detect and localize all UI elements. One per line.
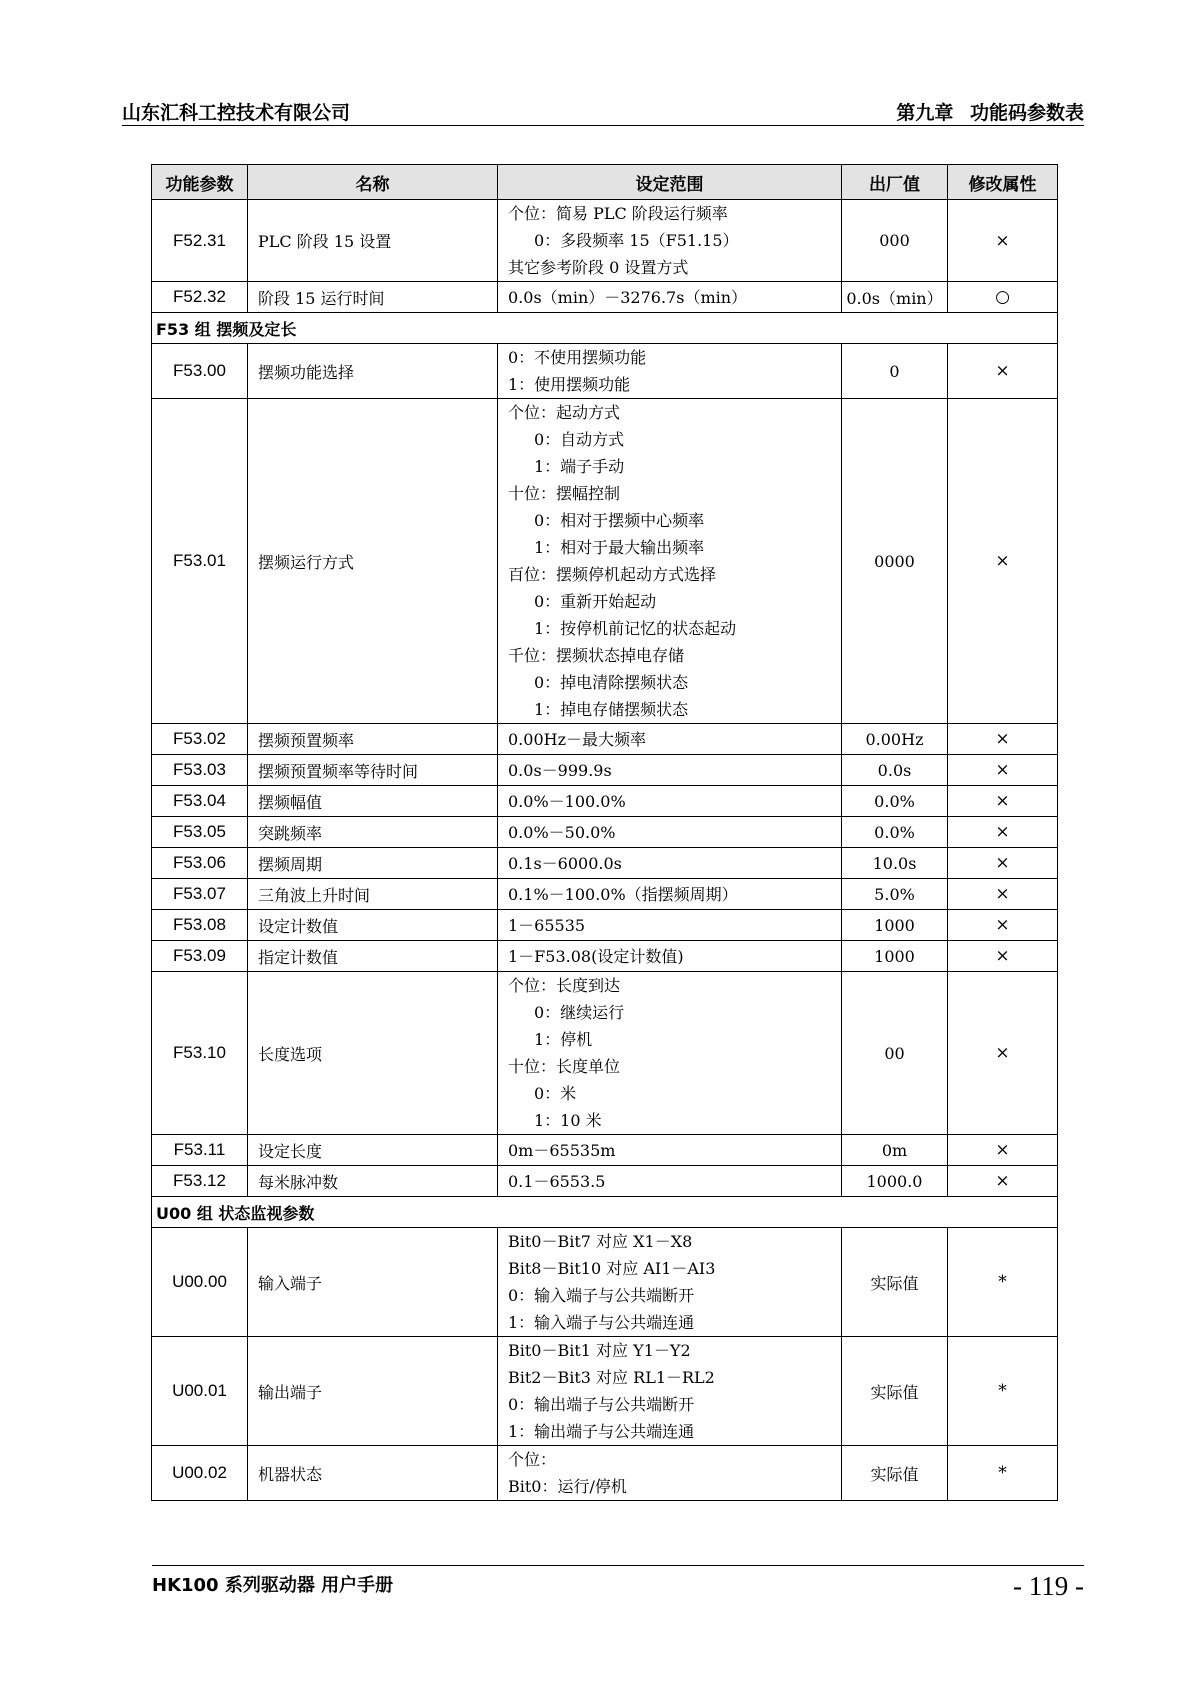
range-line: 0.0s（min）－3276.7s（min） xyxy=(508,287,748,307)
header-rule xyxy=(122,125,1084,126)
group-title: U00 组 状态监视参数 xyxy=(152,1197,1058,1228)
range-line: 0.1－6553.5 xyxy=(508,1171,606,1191)
param-code: U00.02 xyxy=(152,1446,248,1501)
range-line: 0：输出端子与公共端断开 xyxy=(508,1395,695,1414)
param-code: F53.08 xyxy=(152,910,248,941)
manual-title: HK100 系列驱动器 用户手册 xyxy=(152,1575,394,1596)
range-line: Bit8－Bit10 对应 AI1－AI3 xyxy=(508,1259,716,1278)
param-code: F53.03 xyxy=(152,755,248,786)
range-line: 百位：摆频停机起动方式选择 xyxy=(508,565,717,584)
param-default: 0.0% xyxy=(842,817,948,848)
column-header-attribute: 修改属性 xyxy=(948,165,1058,200)
range-line: 1：使用摆频功能 xyxy=(508,375,631,394)
table-row xyxy=(152,344,1058,399)
param-code: F53.11 xyxy=(152,1135,248,1166)
table-row xyxy=(152,1135,1058,1166)
param-name: 摆频幅值 xyxy=(248,786,498,817)
range-line: 0：不使用摆频功能 xyxy=(508,348,647,367)
company-name: 山东汇科工控技术有限公司 xyxy=(122,102,351,124)
param-code: F53.02 xyxy=(152,724,248,755)
param-attribute: × xyxy=(948,786,1058,817)
range-line: Bit0：运行/停机 xyxy=(508,1477,627,1496)
param-range xyxy=(498,1337,842,1446)
param-name: 每米脉冲数 xyxy=(248,1166,498,1197)
param-range xyxy=(498,817,842,848)
param-default: 5.0% xyxy=(842,879,948,910)
param-attribute: × xyxy=(948,1135,1058,1166)
table-row xyxy=(152,1446,1058,1501)
param-range xyxy=(498,755,842,786)
range-line: 0：多段频率 15（F51.15） xyxy=(534,231,739,250)
range-line: 0.1s－6000.0s xyxy=(508,853,622,873)
range-line: 1－65535 xyxy=(508,915,586,935)
range-line: 0.0%－100.0% xyxy=(508,791,626,811)
param-attribute: × xyxy=(948,879,1058,910)
param-code: U00.00 xyxy=(152,1228,248,1337)
param-code: F53.05 xyxy=(152,817,248,848)
range-line: 个位：简易 PLC 阶段运行频率 xyxy=(508,204,728,223)
param-default: 0.0s xyxy=(842,755,948,786)
range-line: 0：重新开始起动 xyxy=(534,592,657,611)
param-name: 设定长度 xyxy=(248,1135,498,1166)
param-attribute: × xyxy=(948,941,1058,972)
parameter-table xyxy=(151,164,1058,1501)
footer-rule xyxy=(152,1565,1084,1566)
param-range xyxy=(498,879,842,910)
table-row xyxy=(152,399,1058,724)
table-row xyxy=(152,200,1058,282)
param-range xyxy=(498,724,842,755)
param-default: 实际值 xyxy=(842,1446,948,1501)
param-default: 000 xyxy=(842,200,948,282)
param-name: 设定计数值 xyxy=(248,910,498,941)
range-line: 1：输入端子与公共端连通 xyxy=(508,1313,695,1332)
param-name: 阶段 15 运行时间 xyxy=(248,282,498,313)
param-code: U00.01 xyxy=(152,1337,248,1446)
param-name: 摆频功能选择 xyxy=(248,344,498,399)
table-row xyxy=(152,786,1058,817)
param-range xyxy=(498,848,842,879)
param-default: 0000 xyxy=(842,399,948,724)
param-default: 0m xyxy=(842,1135,948,1166)
param-code: F53.01 xyxy=(152,399,248,724)
range-line: 1：相对于最大输出频率 xyxy=(534,538,705,557)
range-line: 1：端子手动 xyxy=(534,457,625,476)
param-attribute: × xyxy=(948,1166,1058,1197)
param-default: 0.00Hz xyxy=(842,724,948,755)
page-number: - 119 - xyxy=(1013,1571,1084,1601)
param-range xyxy=(498,1166,842,1197)
chapter-title: 第九章 功能码参数表 xyxy=(896,102,1084,124)
param-range xyxy=(498,786,842,817)
param-name: 摆频预置频率等待时间 xyxy=(248,755,498,786)
param-range xyxy=(498,200,842,282)
param-attribute: × xyxy=(948,724,1058,755)
range-line: 0：掉电清除摆频状态 xyxy=(534,673,689,692)
param-name: 三角波上升时间 xyxy=(248,879,498,910)
param-code: F53.10 xyxy=(152,972,248,1135)
table-row xyxy=(152,282,1058,313)
param-name: PLC 阶段 15 设置 xyxy=(248,200,498,282)
table-row xyxy=(152,1337,1058,1446)
range-line: Bit2－Bit3 对应 RL1－RL2 xyxy=(508,1368,715,1387)
param-code: F53.12 xyxy=(152,1166,248,1197)
table-row xyxy=(152,879,1058,910)
param-attribute: × xyxy=(948,399,1058,724)
range-line: 0：自动方式 xyxy=(534,430,625,449)
param-attribute: × xyxy=(948,755,1058,786)
param-code: F53.06 xyxy=(152,848,248,879)
column-header-name: 名称 xyxy=(248,165,498,200)
param-attribute: ○ xyxy=(948,282,1058,313)
group-title: F53 组 摆频及定长 xyxy=(152,313,1058,344)
column-header-code: 功能参数 xyxy=(152,165,248,200)
range-line: Bit0－Bit7 对应 X1－X8 xyxy=(508,1232,693,1251)
param-default: 1000 xyxy=(842,941,948,972)
param-code: F52.32 xyxy=(152,282,248,313)
range-line: 0.1%－100.0%（指摆频周期） xyxy=(508,884,738,904)
param-attribute: × xyxy=(948,817,1058,848)
param-default: 00 xyxy=(842,972,948,1135)
range-line: 千位：摆频状态掉电存储 xyxy=(508,646,685,665)
param-attribute: × xyxy=(948,848,1058,879)
table-row xyxy=(152,1228,1058,1337)
group-header-row xyxy=(152,1197,1058,1228)
param-range xyxy=(498,941,842,972)
column-header-range: 设定范围 xyxy=(498,165,842,200)
param-range xyxy=(498,910,842,941)
table-header-row xyxy=(152,165,1058,200)
param-code: F53.09 xyxy=(152,941,248,972)
range-line: 1：10 米 xyxy=(534,1111,602,1130)
param-code: F53.07 xyxy=(152,879,248,910)
param-name: 输出端子 xyxy=(248,1337,498,1446)
param-attribute: × xyxy=(948,344,1058,399)
range-line: 0：米 xyxy=(534,1084,577,1103)
param-attribute: × xyxy=(948,972,1058,1135)
param-range xyxy=(498,972,842,1135)
param-default: 0 xyxy=(842,344,948,399)
range-line: 0m－65535m xyxy=(508,1140,616,1160)
param-range xyxy=(498,344,842,399)
table-row xyxy=(152,941,1058,972)
param-code: F52.31 xyxy=(152,200,248,282)
table-row xyxy=(152,724,1058,755)
range-line: 0.00Hz－最大频率 xyxy=(508,729,647,749)
range-line: 0：相对于摆频中心频率 xyxy=(534,511,705,530)
range-line: 个位：起动方式 xyxy=(508,403,621,422)
param-range xyxy=(498,1446,842,1501)
range-line: 1：停机 xyxy=(534,1030,593,1049)
param-attribute: * xyxy=(948,1446,1058,1501)
group-header-row xyxy=(152,313,1058,344)
param-name: 长度选项 xyxy=(248,972,498,1135)
param-range xyxy=(498,282,842,313)
range-line: 1：输出端子与公共端连通 xyxy=(508,1422,695,1441)
range-line: 0：输入端子与公共端断开 xyxy=(508,1286,695,1305)
range-line: 十位：摆幅控制 xyxy=(508,484,621,503)
column-header-default: 出厂值 xyxy=(842,165,948,200)
table-row xyxy=(152,972,1058,1135)
param-range xyxy=(498,399,842,724)
range-line: 个位：长度到达 xyxy=(508,976,621,995)
param-attribute: × xyxy=(948,200,1058,282)
range-line: 个位： xyxy=(508,1450,557,1469)
param-default: 1000 xyxy=(842,910,948,941)
range-line: 0.0s－999.9s xyxy=(508,760,612,780)
range-line: Bit0－Bit1 对应 Y1－Y2 xyxy=(508,1341,691,1360)
param-name: 摆频运行方式 xyxy=(248,399,498,724)
table-row xyxy=(152,817,1058,848)
param-code: F53.04 xyxy=(152,786,248,817)
param-name: 摆频周期 xyxy=(248,848,498,879)
param-name: 机器状态 xyxy=(248,1446,498,1501)
param-default: 实际值 xyxy=(842,1228,948,1337)
param-default: 10.0s xyxy=(842,848,948,879)
range-line: 其它参考阶段 0 设置方式 xyxy=(508,258,689,277)
param-attribute: * xyxy=(948,1228,1058,1337)
param-default: 0.0% xyxy=(842,786,948,817)
table-row xyxy=(152,755,1058,786)
param-name: 突跳频率 xyxy=(248,817,498,848)
table-body xyxy=(152,200,1058,1501)
param-attribute: × xyxy=(948,910,1058,941)
param-range xyxy=(498,1135,842,1166)
param-default: 1000.0 xyxy=(842,1166,948,1197)
param-default: 实际值 xyxy=(842,1337,948,1446)
range-line: 0：继续运行 xyxy=(534,1003,625,1022)
range-line: 1－F53.08(设定计数值) xyxy=(508,946,684,966)
param-range xyxy=(498,1228,842,1337)
param-name: 输入端子 xyxy=(248,1228,498,1337)
param-default: 0.0s（min） xyxy=(842,282,948,313)
param-code: F53.00 xyxy=(152,344,248,399)
param-attribute: * xyxy=(948,1337,1058,1446)
param-name: 指定计数值 xyxy=(248,941,498,972)
range-line: 1：按停机前记忆的状态起动 xyxy=(534,619,737,638)
table-row xyxy=(152,848,1058,879)
param-name: 摆频预置频率 xyxy=(248,724,498,755)
range-line: 1：掉电存储摆频状态 xyxy=(534,700,689,719)
table-row xyxy=(152,910,1058,941)
range-line: 十位：长度单位 xyxy=(508,1057,621,1076)
range-line: 0.0%－50.0% xyxy=(508,822,616,842)
table-row xyxy=(152,1166,1058,1197)
